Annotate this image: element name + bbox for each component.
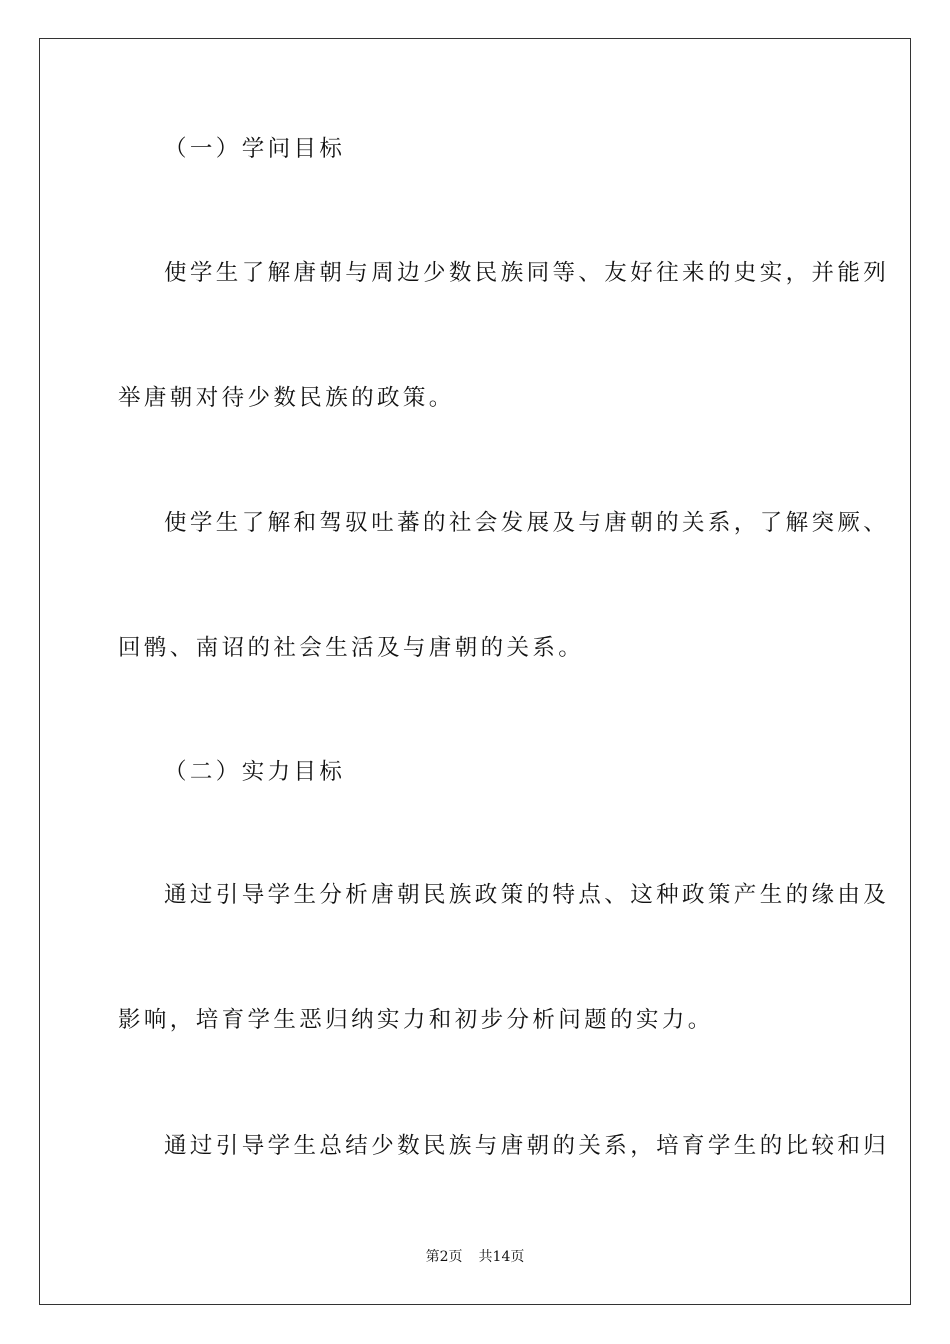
section-heading-ability: （二）实力目标 — [164, 759, 346, 785]
paragraph-line: 使学生了解唐朝与周边少数民族同等、友好往来的史实，并能列 — [164, 260, 890, 286]
page-total: 共14页 — [478, 1249, 525, 1265]
paragraph-line: 使学生了解和驾驭吐蕃的社会发展及与唐朝的关系，了解突厥、 — [164, 510, 890, 536]
page-number: 第2页 — [425, 1249, 463, 1265]
paragraph-line: 通过引导学生分析唐朝民族政策的特点、这种政策产生的缘由及 — [164, 882, 890, 908]
page-frame — [39, 38, 911, 1305]
paragraph-line: 举唐朝对待少数民族的政策。 — [118, 385, 455, 411]
paragraph-line: 通过引导学生总结少数民族与唐朝的关系，培育学生的比较和归 — [164, 1133, 890, 1159]
section-heading-knowledge: （一）学问目标 — [164, 136, 346, 162]
page-footer — [0, 1247, 950, 1267]
paragraph-line: 影响，培育学生恶归纳实力和初步分析问题的实力。 — [118, 1007, 714, 1033]
paragraph-line: 回鹘、南诏的社会生活及与唐朝的关系。 — [118, 635, 585, 661]
